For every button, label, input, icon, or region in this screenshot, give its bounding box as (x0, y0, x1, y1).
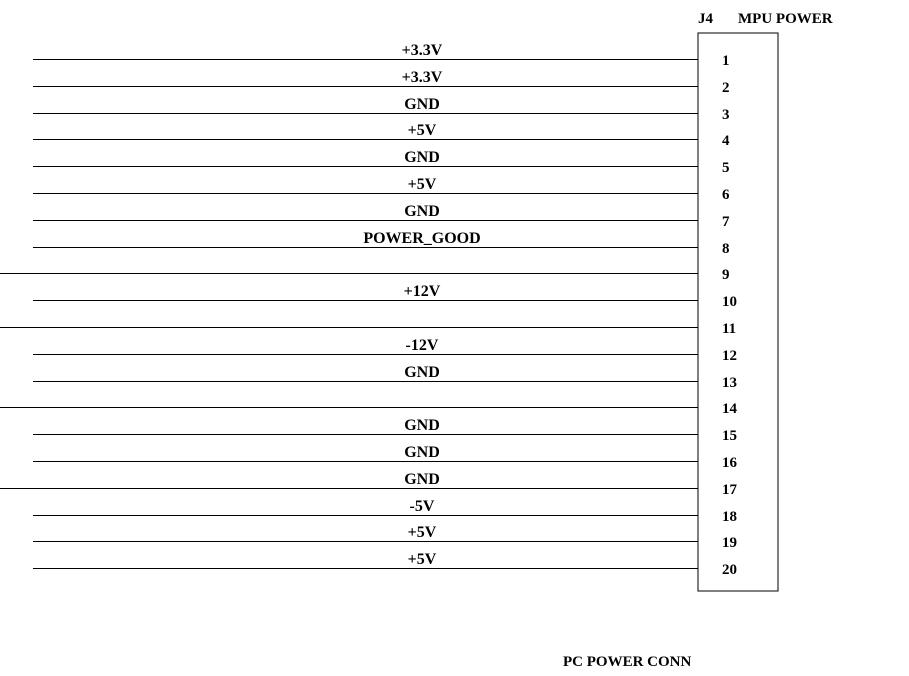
pin-number: 3 (722, 107, 730, 123)
pin-number: 11 (722, 321, 737, 337)
net-label: GND (404, 471, 440, 488)
pin-number: 16 (722, 455, 737, 471)
net-label: +5V (407, 176, 437, 193)
pin-number: 13 (722, 375, 737, 391)
pin-number: 9 (722, 267, 730, 283)
connector-title: MPU POWER (738, 11, 833, 27)
net-label: GND (404, 203, 440, 220)
pin-number: 1 (722, 53, 730, 69)
pin-number: 14 (722, 401, 737, 417)
pin-number: 15 (722, 428, 737, 444)
net-label: -12V (405, 337, 439, 354)
net-label: GND (404, 96, 440, 113)
connector-reference: J4 (698, 11, 713, 27)
pin-number: 4 (722, 133, 730, 149)
net-wires (0, 60, 698, 569)
net-label: +3.3V (401, 42, 443, 59)
net-label: GND (404, 444, 440, 461)
net-label: GND (404, 364, 440, 381)
connector-pin-numbers (722, 53, 738, 578)
pin-number: 5 (722, 160, 730, 176)
connector-footer: PC POWER CONN (563, 654, 692, 670)
net-label: -5V (409, 498, 435, 515)
net-label: +3.3V (401, 69, 443, 86)
net-label: POWER_GOOD (363, 230, 481, 247)
pin-number: 7 (722, 214, 730, 230)
pin-number: 20 (722, 562, 737, 578)
pin-number: 19 (722, 535, 737, 551)
net-label: +12V (403, 283, 441, 300)
pin-number: 8 (722, 241, 730, 257)
pin-number: 18 (722, 509, 737, 525)
connector-body (698, 33, 778, 591)
pin-number: 6 (722, 187, 730, 203)
net-label: GND (404, 149, 440, 166)
net-label: +5V (407, 524, 437, 541)
net-labels (363, 42, 480, 568)
pin-number: 10 (722, 294, 737, 310)
net-label: GND (404, 417, 440, 434)
net-label: +5V (407, 551, 437, 568)
pin-number: 12 (722, 348, 737, 364)
pin-number: 2 (722, 80, 730, 96)
pin-number: 17 (722, 482, 737, 498)
net-label: +5V (407, 122, 437, 139)
